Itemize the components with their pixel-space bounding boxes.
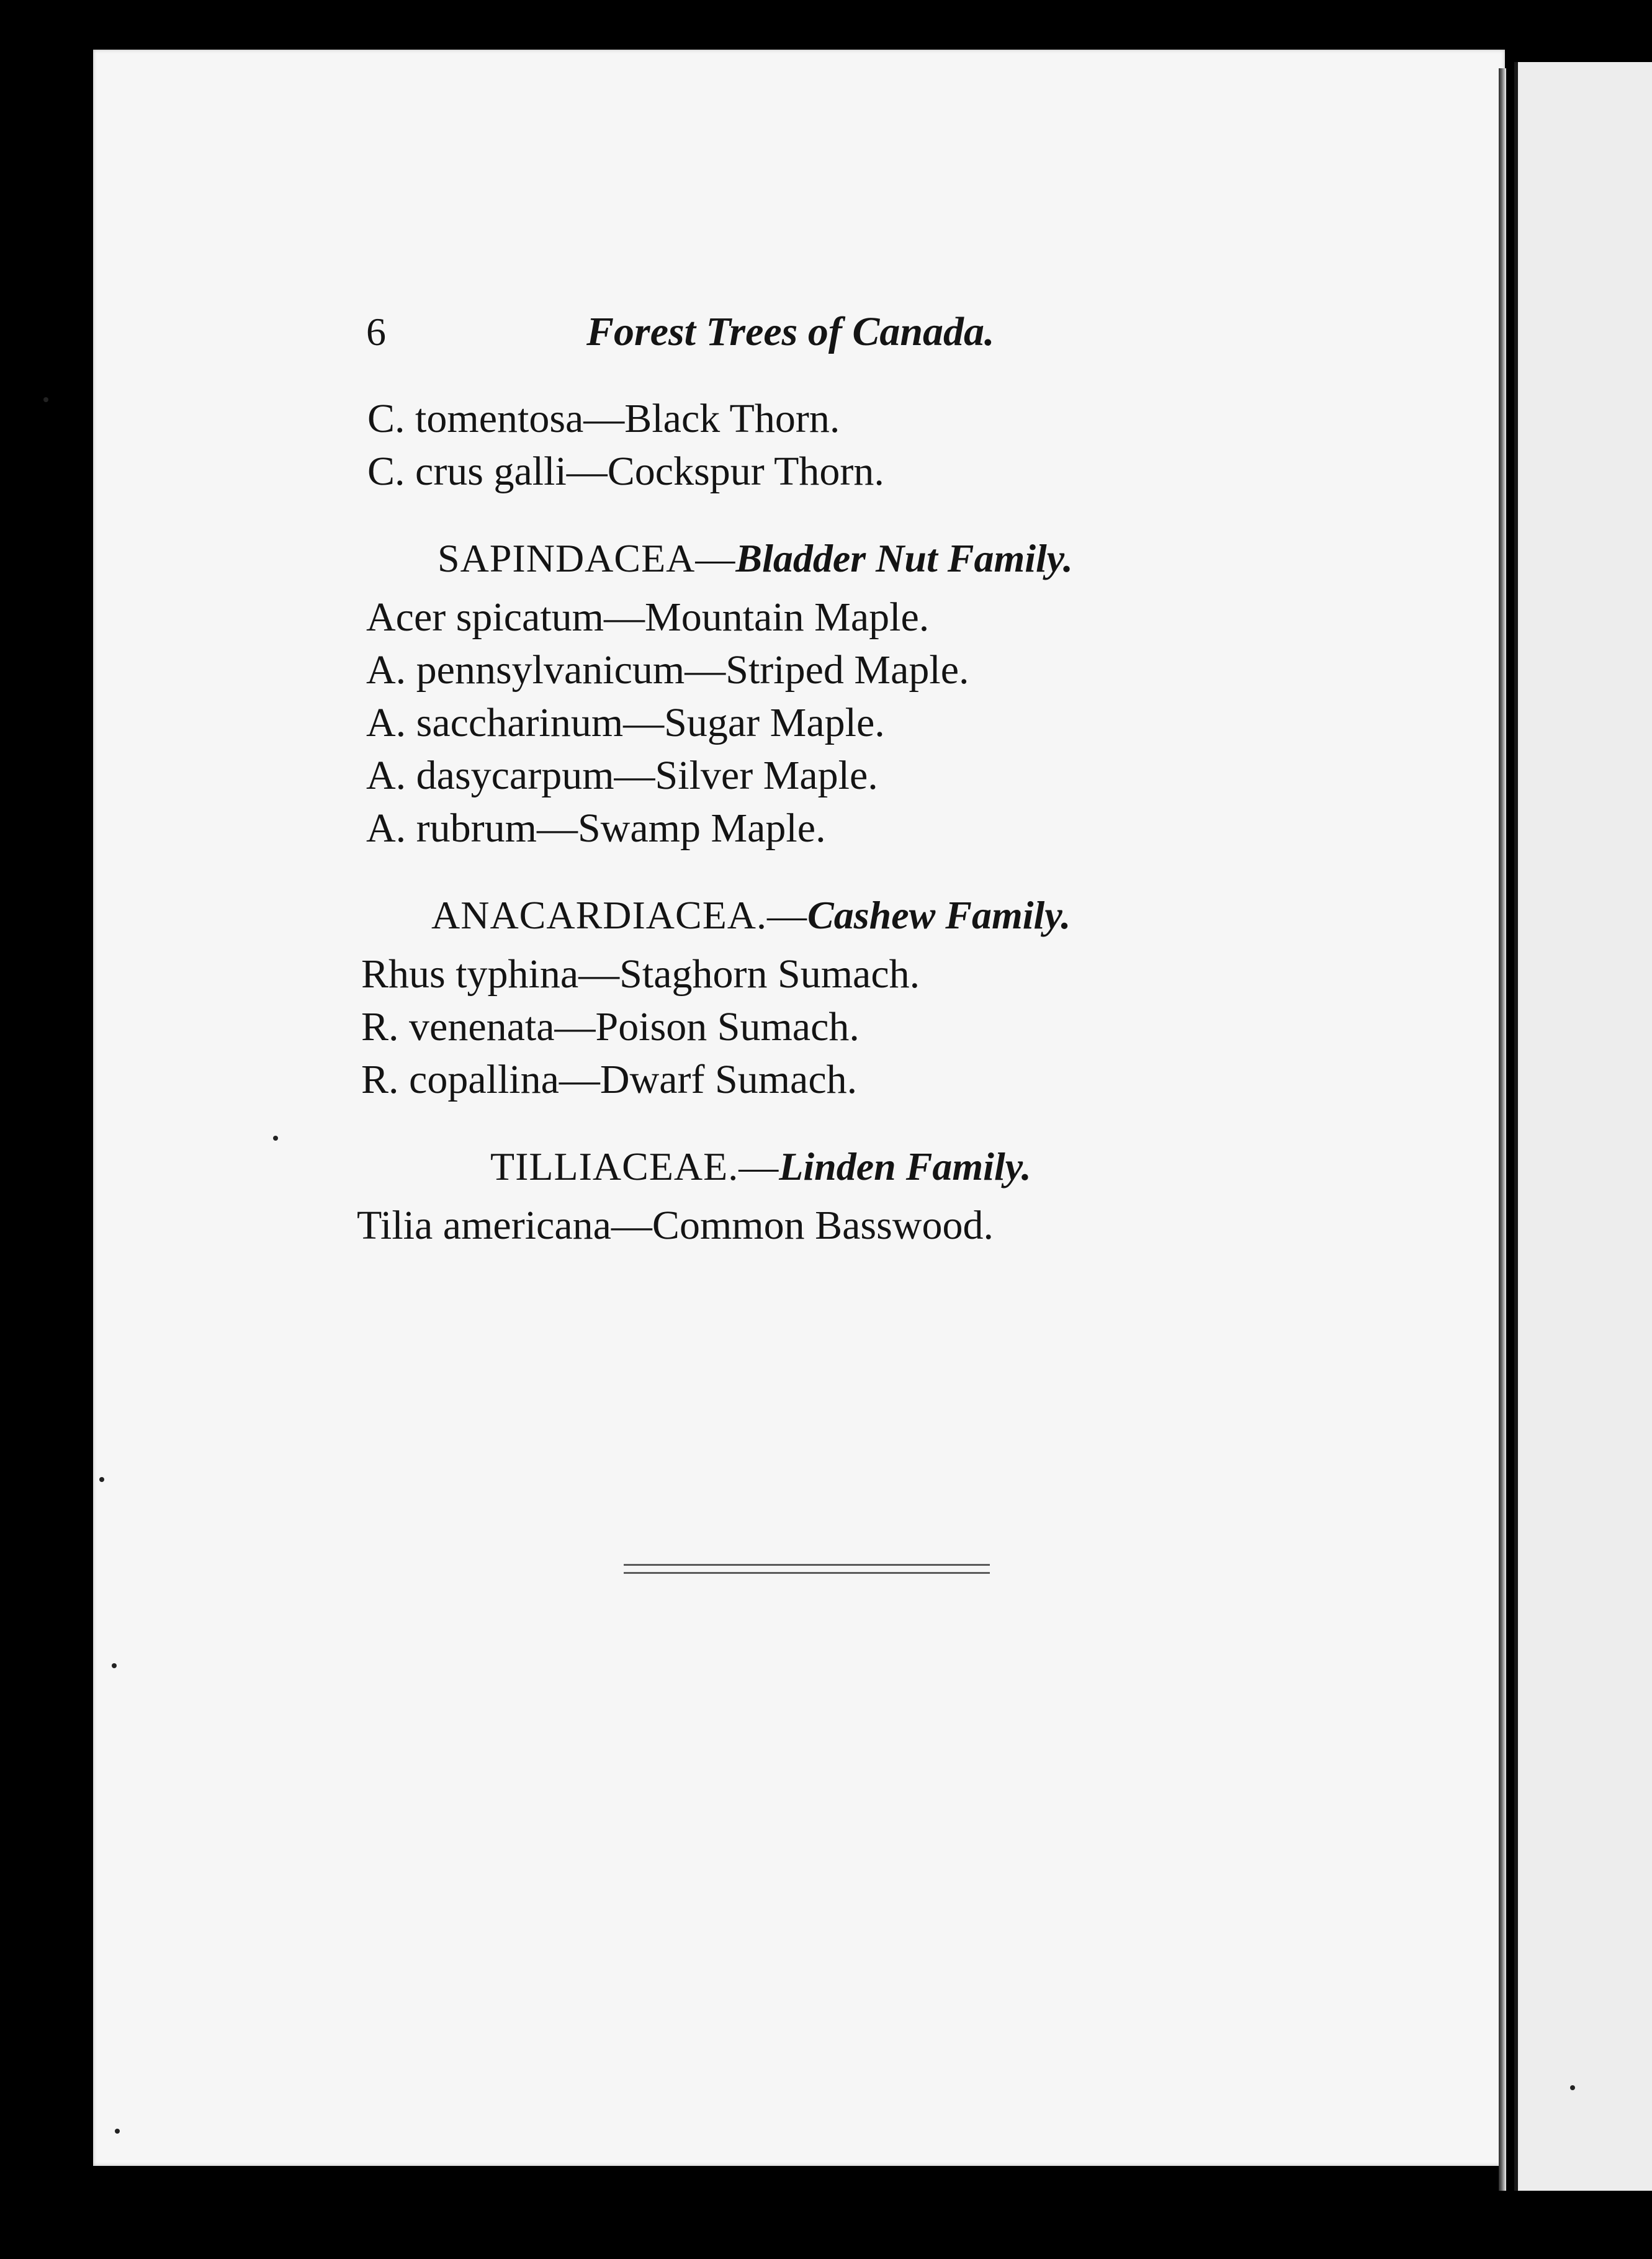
book-gutter	[1499, 68, 1506, 2191]
family-heading	[490, 1142, 1031, 1192]
family-name: SAPINDACEA—	[438, 536, 736, 580]
running-title: Forest Trees of Canada.	[586, 309, 995, 354]
species-entry: Acer spicatum—Mountain Maple.	[366, 595, 930, 640]
scan-speck	[112, 1663, 117, 1668]
species-entry: C. crus galli—Cockspur Thorn.	[367, 449, 884, 494]
species-entry: A. rubrum—Swamp Maple.	[366, 806, 826, 851]
scan-speck	[273, 1136, 278, 1141]
page-number: 6	[366, 310, 386, 354]
family-heading	[431, 891, 1071, 940]
species-entry: A. saccharinum—Sugar Maple.	[366, 700, 885, 745]
end-rule	[624, 1564, 990, 1574]
family-heading	[438, 534, 1073, 583]
family-name: ANACARDIACEA.—	[431, 893, 807, 937]
scan-speck	[1570, 2085, 1575, 2090]
species-entry: C. tomentosa—Black Thorn.	[367, 396, 840, 441]
family-common-name: Linden Family.	[779, 1144, 1031, 1188]
species-entry: A. pennsylvanicum—Striped Maple.	[366, 647, 969, 693]
family-common-name: Cashew Family.	[807, 893, 1071, 937]
scan-speck	[43, 397, 48, 402]
species-entry: Tilia americana—Common Basswood.	[357, 1203, 994, 1248]
family-name: TILLIACEAE.—	[490, 1144, 779, 1188]
scan-speck	[99, 1477, 104, 1482]
facing-page-edge	[1514, 62, 1652, 2191]
species-entry: R. venenata—Poison Sumach.	[361, 1004, 860, 1049]
species-entry: Rhus typhina—Staghorn Sumach.	[361, 951, 920, 997]
book-page	[93, 50, 1505, 2166]
scan-speck	[115, 2129, 120, 2134]
species-entry: A. dasycarpum—Silver Maple.	[366, 753, 878, 798]
species-entry: R. copallina—Dwarf Sumach.	[361, 1057, 858, 1102]
page-header	[366, 304, 1111, 360]
family-common-name: Bladder Nut Family.	[735, 536, 1073, 580]
